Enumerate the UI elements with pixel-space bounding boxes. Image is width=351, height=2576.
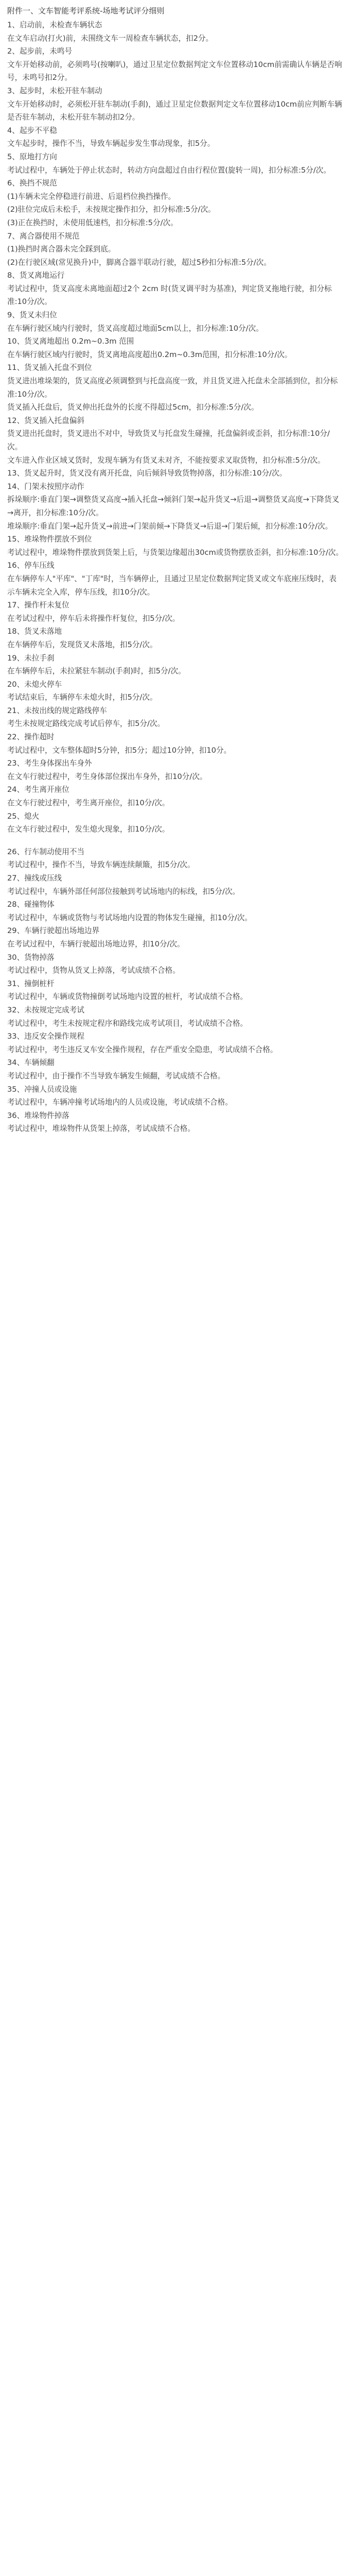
rule-line: 在车辆停车后，发现货叉未落地，扣5分/次。	[7, 640, 157, 649]
rule-line: 考试过程中，考生未按规定程序和路线完成考试项目，考试成绩不合格。	[7, 1019, 248, 1028]
rule-line: 在车辆行驶区域内行驶时，货叉高度超过地面5cm以上，扣分标准:10分/次。	[7, 324, 264, 333]
rule-line: 6、换挡不规范	[7, 179, 57, 188]
rule-line: 考试过程中，由于操作不当导致车辆发生倾翻，考试成绩不合格。	[7, 1071, 225, 1080]
rule-line: 文车开始移动前，必须鸣号(按喇叭)，通过卫星定位数据判定文车位置移动10cm前需确认车辆是否响号，未鸣号扣2分。	[7, 60, 342, 82]
document-title: 附件一、文车智能考评系统-场地考试评分细则	[7, 6, 165, 15]
rule-line: 考试过程中，货物从货叉上掉落，考试成绩不合格。	[7, 966, 180, 975]
rule-line: 文车起步时，操作不当，导致车辆起步发生事动现象，扣5分。	[7, 139, 215, 148]
rule-line: 10、货叉离地超出 0.2m~0.3m 范围	[7, 337, 134, 346]
rule-line: 28、碰撞物体	[7, 900, 55, 909]
rule-line: 考试过程中，文车整体超时5分钟，扣5分；超过10分钟，扣10分。	[7, 745, 232, 755]
rule-line: 9、货叉未归位	[7, 311, 57, 320]
rule-line: 考试过程中，考生违反叉车安全操作规程，存在严重安全隐患，考试成绩不合格。	[7, 1045, 278, 1054]
rule-line: 在车辆行驶区域内行驶时，货叉离地高度超出0.2m~0.3m范围，扣分标准:10分/次。	[7, 350, 292, 359]
rule-line: 5、原地打方向	[7, 152, 57, 161]
rule-line: 考试过程中，车辆或货物与考试场地内设置的物体发生碰撞，扣10分/次。	[7, 913, 252, 922]
rule-line: 8、货叉离地运行	[7, 271, 65, 280]
rule-line: (1)换挡时离合器未完全踩到底。	[7, 245, 116, 254]
rule-line: (2)驻位完成后未松手，未按规定操作扣分，扣分标准:5分/次。	[7, 205, 216, 214]
rule-line: 36、堆垛物件掉落	[7, 1111, 69, 1120]
rule-line: 在车辆停车人"平库"、"丁库"时，当车辆停止，且通过卫星定位数据判定货叉或文车底座压线时，表示车辆未完全入库，停车压线，扣10分/次。	[7, 574, 337, 597]
rule-line: 18、货叉未落地	[7, 627, 62, 636]
rule-line: 考试过程中，车辆外部任何部位接触到考试场地内的标线，扣5分/次。	[7, 887, 240, 896]
rule-line: (2)在行驶区域(常见换升)中，脚离合器半联动行驶，超过5秒扣分标准:5分/次。	[7, 258, 271, 267]
rule-line: 堆垛顺序:垂直门架→起升货叉→前进→门架前倾→下降货叉→后退→门架后倾，扣分标准:10分/次。	[7, 521, 333, 531]
rule-line: 19、未拉手刹	[7, 653, 55, 663]
rule-line: 在考试过程中，车辆行驶超出场地边界，扣10分/次。	[7, 939, 185, 948]
rule-line: 14、门架未按照序动作	[7, 482, 84, 491]
rule-line: 16、停车压线	[7, 561, 55, 570]
rule-line: 4、起步不平稳	[7, 126, 57, 135]
rule-line: (1)车辆未完全停稳进行前进、后退档位换挡操作。	[7, 192, 176, 201]
rule-line: 货叉进出堆垛架的，货叉高度必须调整到与托盘高度一致，并且货叉进入托盘未全部插到位，扣分标准:10分/次。	[7, 377, 338, 399]
rule-line: 25、熄火	[7, 811, 40, 821]
rule-line: 1、启动前，未检查车辆状态	[7, 21, 102, 29]
rule-line: 在考试过程中，停车后未将操作杆复位，扣5分/次。	[7, 614, 180, 623]
rule-line: 13、货叉起升时，货叉没有离开托盘，向后倾斜导致货物掉落，扣分标准:10分/次。	[7, 469, 287, 478]
section-gap	[0, 836, 351, 845]
rule-line: 在文车行驶过程中，考生离开座位，扣10分/次。	[7, 799, 170, 808]
rule-line: 15、堆垛物件摆放不到位	[7, 535, 92, 544]
rule-line: 考试过程中，车辆处于停止状态时，转动方向盘超过自由行程位置(旋转一周)，扣分标准:5分/次。	[7, 165, 331, 175]
rule-line: 7、离合器使用不规范	[7, 231, 80, 241]
rule-line: 考试过程中，堆垛物件摆放到货架上后，与货架边缘超出30cm或货物摆放歪斜，扣分标准:10分/次。	[7, 548, 343, 557]
rule-line: 22、操作超时	[7, 733, 55, 742]
rule-line: 考试过程中，车辆冲撞考试场地内的人员或设施，考试成绩不合格。	[7, 1098, 233, 1107]
rule-line: 考试过程中，车辆或货物撞倒考试场地内设置的桩杆，考试成绩不合格。	[7, 992, 248, 1002]
rules-section-2	[0, 845, 351, 1136]
rule-line: 11、货叉插入托盘不到位	[7, 363, 92, 372]
rule-line: 考生未按规定路线完成考试后停车，扣5分/次。	[7, 719, 165, 728]
rule-line: 货叉进出托盘时，货叉进出不对中，导致货叉与托盘发生碰撞，托盘偏斜或歪斜，扣分标准:10分/次。	[7, 429, 330, 451]
rule-line: 考试过程中，操作不当，导致车辆连续颠簸，扣5分/次。	[7, 860, 195, 870]
rule-line: 拆垛顺序:垂直门架→调整货叉高度→插入托盘→倾斜门架→起升货叉→后退→调整货叉高度→下降货叉→离开，扣分标准:10分/次。	[7, 495, 340, 517]
rule-line: 在文车启动(打火)前，未围绕文车一周检查车辆状态，扣2分。	[7, 33, 214, 43]
rule-line: 考试过程中，堆垛物件从货架上掉落，考试成绩不合格。	[7, 1124, 195, 1133]
rule-line: 在车辆停车后，未拉紧驻车制动(手刹)时，扣5分/次。	[7, 667, 186, 676]
rules-section-1	[0, 19, 351, 836]
rule-line: 32、未按规定完成考试	[7, 1005, 84, 1014]
rule-line: 2、起步前，未鸣号	[7, 47, 73, 56]
rule-line: 21、未按出线的规定路线停车	[7, 706, 107, 715]
rule-line: 文车开始移动时，必须松开驻车制动(手刹)，通过卫星定位数据判定文车位置移动10cm前应判断车辆是否驻车制动，未松开驻车制动扣2分。	[7, 99, 342, 122]
rule-line: 29、车辆行驶超出场地边界	[7, 926, 100, 936]
rule-line: 12、货叉插入托盘偏斜	[7, 416, 84, 425]
rule-line: 24、考生离开座位	[7, 785, 69, 794]
rule-line: 文车进入作业区域叉货时，发现车辆为有货叉未对齐，不能按要求叉取货物，扣分标准:5分/次。	[7, 455, 325, 465]
rule-line: 33、违反安全操作规程	[7, 1032, 84, 1041]
rule-line: 3、起步时，未松开驻车制动	[7, 86, 102, 95]
rule-line: 考试结束后，车辆停车未熄火时，扣5分/次。	[7, 693, 157, 702]
rule-line: 货叉插入托盘后，货叉伸出托盘外的长度不得超过5cm，扣分标准:5分/次。	[7, 403, 259, 412]
rule-line: (3)正在换挡时，未使用低速档，扣分标准:5分/次。	[7, 218, 178, 227]
rule-line: 27、撞线或压线	[7, 874, 62, 883]
rule-line: 在文车行驶过程中，发生熄火现象，扣10分/次。	[7, 825, 170, 834]
rule-line: 30、货物掉落	[7, 953, 55, 962]
rule-line: 在文车行驶过程中，考生身体部位探出车身外，扣10分/次。	[7, 772, 207, 781]
rule-line: 17、操作杆未复位	[7, 601, 69, 610]
rule-line: 31、撞倒桩杆	[7, 979, 55, 988]
rule-line: 20、未熄火停车	[7, 680, 62, 689]
rule-line: 23、考生身体探出车身外	[7, 759, 92, 768]
rule-line: 34、车辆倾翻	[7, 1058, 55, 1067]
rule-line: 35、冲撞人员或设施	[7, 1084, 77, 1094]
rule-line: 26、行车制动使用不当	[7, 847, 84, 856]
rule-line: 考试过程中，货叉高度未离地面超过2个 2cm 时(货叉调平时为基准)，判定货叉拖地行驶，扣分标准:10分/次。	[7, 284, 332, 307]
